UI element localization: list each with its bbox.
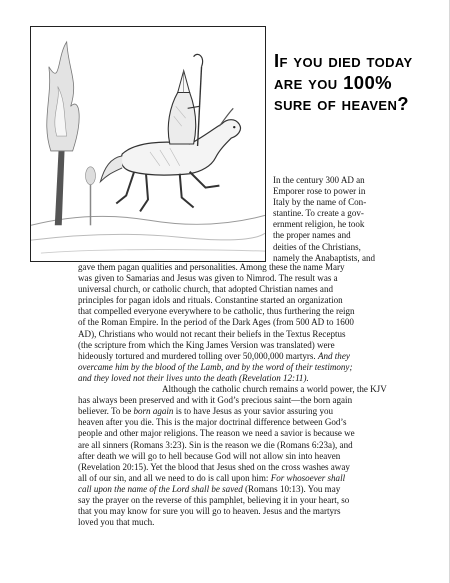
body-text-run: all of our sin, and all we need to do is call upon him:: [78, 472, 271, 483]
body-text-run: AD), Christians who would not recant their beliefs in the Textus Receptus: [78, 328, 346, 339]
illustration-drawing: [31, 27, 265, 261]
body-line: [78, 451, 423, 462]
intro-line: In the century 300 AD an: [273, 175, 365, 185]
intro-line: the proper names and: [273, 230, 351, 241]
body-line: [78, 340, 423, 351]
body-text-run: hideously tortured and murdered tolling over 50,000,000 martyrs.: [78, 350, 318, 361]
body-text-run: was given to Samarias and Jesus was given to Nimrod. The result was a: [78, 273, 338, 284]
intro-line: ernment religion, he took: [273, 219, 365, 230]
intro-line: deities of the Christians,: [273, 241, 361, 252]
body-italic-run: call upon the name of the Lord shall be saved: [78, 483, 243, 494]
body-line: [78, 495, 423, 506]
body-text-run: (the scripture from which the King James Version was translated) were: [78, 339, 335, 350]
body-line: [78, 351, 423, 362]
headline: If you died today are you 100% sure of heaven?: [274, 50, 413, 114]
body-text-run: that you may know for sure you will go to heaven. Jesus and the martyrs: [78, 506, 341, 517]
body-text-run: believer. To be: [78, 406, 134, 417]
body-column: [78, 262, 423, 528]
body-line: [78, 284, 423, 295]
body-italic-run: overcame him by the blood of the Lamb, and by the word of their testimony;: [78, 361, 353, 372]
body-line: [78, 506, 423, 517]
body-line: [78, 295, 423, 306]
body-line: [78, 317, 423, 328]
body-text-run: (Revelation 20:15). Yet the blood that Jesus shed on the cross washes away: [78, 461, 350, 472]
body-text-run: say the prayer on the reverse of this pamphlet, believing it in your heart, so: [78, 494, 350, 505]
body-text-run: after death we will go to hell because God will not allow sin into heaven: [78, 450, 341, 461]
body-text-run: heaven after you die. This is the major doctrinal difference between God’s: [78, 417, 347, 428]
body-text-run: loved you that much.: [78, 517, 155, 528]
body-text-run: are all sinners (Romans 3:23). Sin is the reason we die (Romans 6:23a), and: [78, 439, 353, 450]
body-text-run: of the Roman Empire. In the period of the Dark Ages (from 500 AD to 1600: [78, 317, 354, 328]
body-italic-run: For whosoever shall: [270, 472, 346, 483]
body-italic-run: born again: [133, 406, 174, 417]
body-text-run: has always been preserved and with it God’s precious saint—the born again: [78, 395, 353, 406]
intro-line: Emporer rose to power in: [273, 186, 366, 197]
body-line: [78, 306, 423, 317]
body-italic-run: And they: [317, 350, 350, 361]
body-line: [78, 473, 423, 484]
body-text-run: gave them pagan qualities and personalities. Among these the name Mary: [78, 262, 345, 272]
body-line: [78, 484, 423, 495]
horse-rider-illustration: [30, 26, 266, 262]
body-line: [78, 440, 423, 451]
body-text-run: is to have Jesus as your savior assuring you: [173, 406, 334, 417]
body-line: [78, 395, 423, 406]
body-line: [78, 384, 423, 395]
intro-line: Italy by the name of Con-: [273, 197, 367, 208]
body-line: [78, 462, 423, 473]
body-text-run: universal church, or catholic church, that adopted Christian names and: [78, 284, 333, 295]
intro-line: stantine. To create a gov-: [273, 208, 364, 219]
body-line: [78, 262, 423, 273]
body-text-run: principles for pagan idols and rituals. Constantine started an organization: [78, 295, 343, 306]
intro-line: namely the Anabaptists, and: [273, 252, 376, 263]
body-text-run: Although the catholic church remains a world power, the KJV: [162, 384, 387, 395]
body-line: [78, 362, 423, 373]
body-text-run: (Romans 10:13). You may: [242, 483, 341, 494]
body-italic-run: and they loved not their lives unto the death (Revelation 12:11).: [78, 372, 309, 383]
body-line: [78, 273, 423, 284]
body-line: [78, 417, 423, 428]
body-line: [78, 329, 423, 340]
body-line: [78, 517, 423, 528]
body-text-run: people and other major religions. The reason we need a savior is because we: [78, 428, 355, 439]
body-line: [78, 428, 423, 439]
intro-column: [273, 175, 423, 264]
body-line: [78, 406, 423, 417]
body-line: [78, 373, 423, 384]
body-text-run: that compelled everyone everywhere to be catholic, thus furthering the reign: [78, 306, 355, 317]
